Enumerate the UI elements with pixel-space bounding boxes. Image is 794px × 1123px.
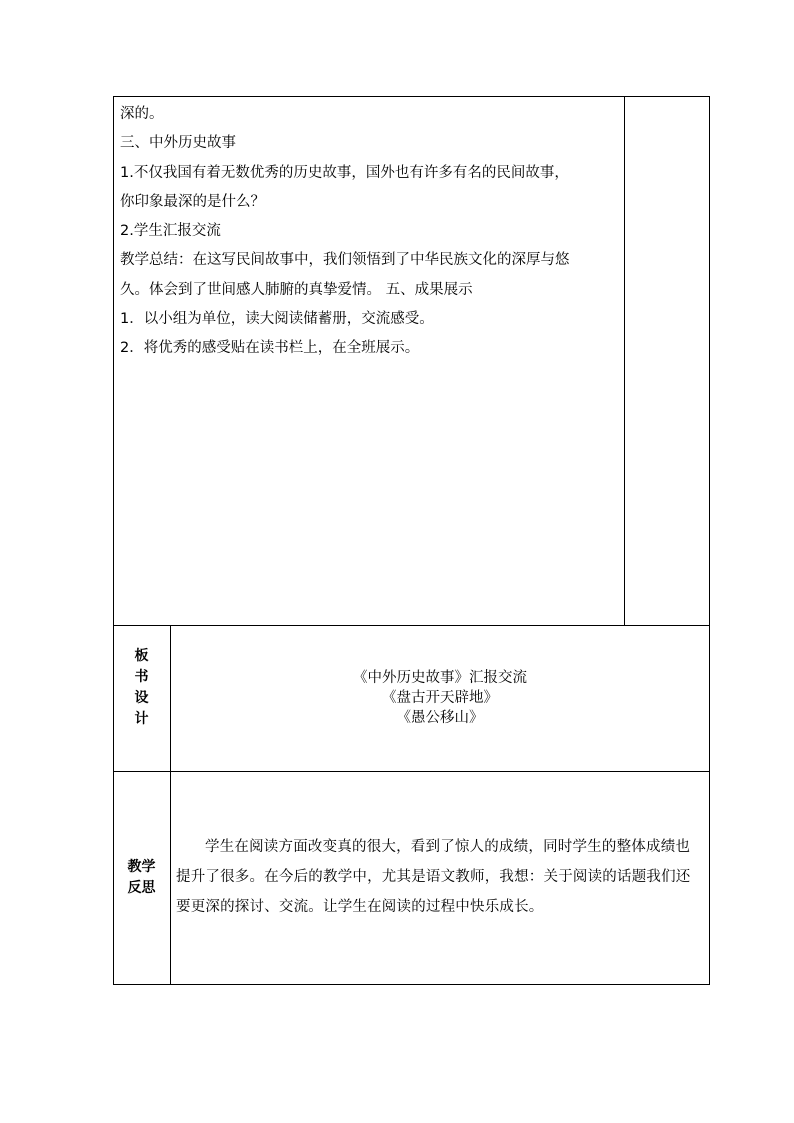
lesson-line: 1．以小组为单位，读大阅读储蓄册，交流感受。 <box>120 311 434 328</box>
lesson-line: 2．将优秀的感受贴在读书栏上，在全班展示。 <box>120 340 420 357</box>
lesson-line: 深的。 <box>120 106 164 122</box>
lesson-line: 久。体会到了世间感人肺腑的真挚爱情。 五、成果展示 <box>120 281 473 298</box>
lesson-line: 1.不仅我国有着无数优秀的历史故事，国外也有许多有名的民间故事， <box>120 164 569 181</box>
reflection-label <box>113 857 170 899</box>
board-label-char: 书 <box>134 669 149 685</box>
reflection-label-line: 反思 <box>127 880 156 896</box>
row-divider-board <box>113 625 710 626</box>
board-label-char: 板 <box>134 648 149 664</box>
board-content <box>172 668 708 728</box>
lesson-line: 三、中外历史故事 <box>120 135 236 152</box>
lesson-content <box>120 100 620 364</box>
board-line: 《中外历史故事》汇报交流 <box>353 670 527 686</box>
label-column-divider <box>170 625 171 985</box>
right-column-divider <box>624 96 625 626</box>
reflection-text: 学生在阅读方面改变真的很大，看到了惊人的成绩，同时学生的整体成绩也提升了很多。在今后的教学中，尤其是语文教师，我想：关于阅读的话题我们还要更深的探讨、交流。让学生在阅读的过程中快乐成长。 <box>176 839 691 915</box>
board-line: 《盘古开天辟地》 <box>382 690 498 706</box>
row-divider-reflection <box>113 771 710 772</box>
reflection-content <box>176 832 704 922</box>
reflection-label-line: 教学 <box>127 859 156 875</box>
lesson-line: 教学总结：在这写民间故事中，我们领悟到了中华民族文化的深厚与悠 <box>120 252 570 269</box>
board-label-char: 设 <box>134 690 149 706</box>
board-label-char: 计 <box>134 711 149 727</box>
lesson-line: 你印象最深的是什么？ <box>120 193 265 210</box>
lesson-line: 2.学生汇报交流 <box>120 223 221 240</box>
board-label <box>113 646 170 730</box>
board-line: 《愚公移山》 <box>396 710 484 726</box>
